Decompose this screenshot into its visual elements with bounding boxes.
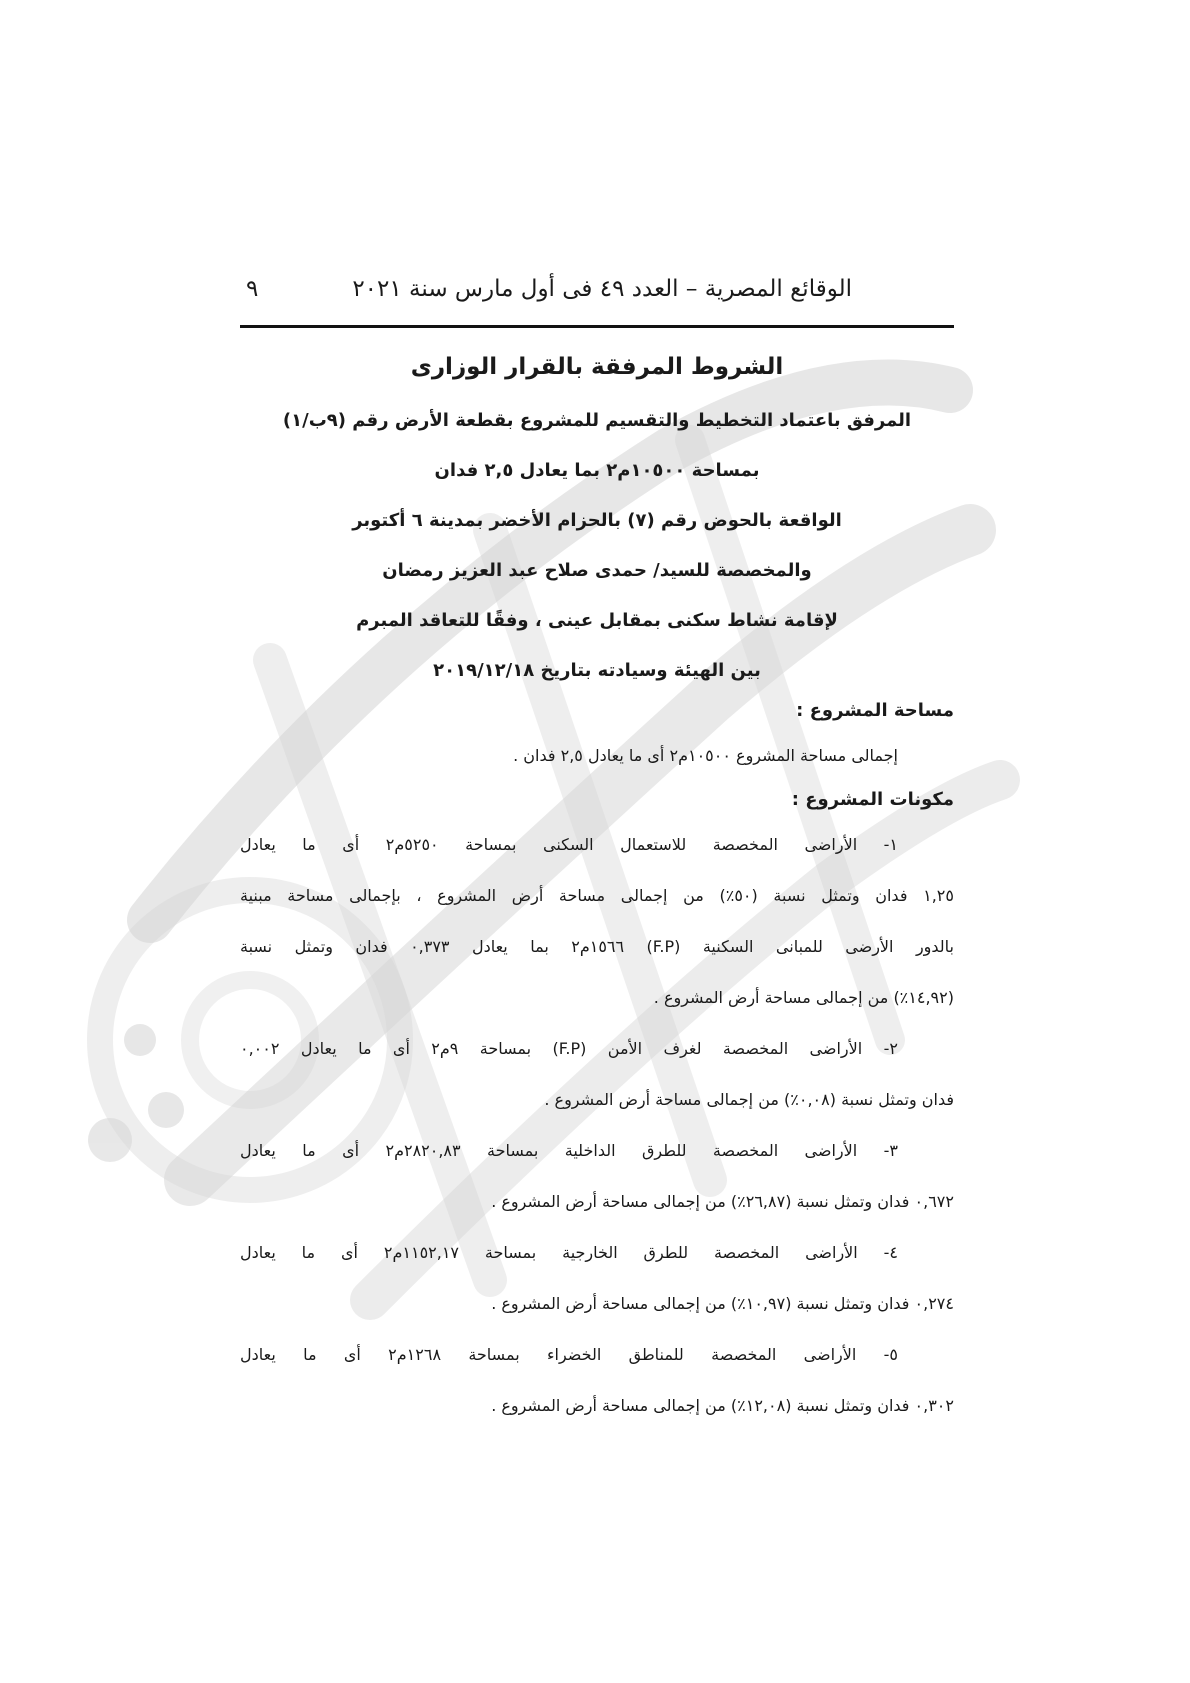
components-heading: مكونات المشروع : — [791, 789, 954, 810]
component-line: (١٤,٩٢٪) من إجمالى مساحة أرض المشروع . — [653, 988, 954, 1007]
component-line: ١,٢٥ فدان وتمثل نسبة (٥٠٪) من إجمالى مساحة أرض المشروع ، بإجمالى مساحة مبنية — [240, 886, 954, 905]
page-header — [240, 272, 954, 318]
page-number: ٩ — [246, 276, 259, 302]
component-item-5 — [240, 1329, 954, 1431]
decree-title-block — [240, 350, 954, 696]
subtitle-line: والمخصصة للسيد/ حمدى صلاح عبد العزيز رمضان — [382, 560, 812, 581]
component-line: ٢- الأراضى المخصصة لغرف الأمن (F.P) بمساحة ٩م٢ أى ما يعادل ٠,٠٠٢ — [240, 1039, 898, 1058]
subtitle-line: بمساحة ١٠٥٠٠م٢ بما يعادل ٢,٥ فدان — [434, 460, 760, 481]
component-item-4 — [240, 1227, 954, 1329]
area-heading: مساحة المشروع : — [796, 700, 954, 721]
header-divider — [240, 325, 954, 328]
area-paragraph: إجمالى مساحة المشروع ١٠٥٠٠م٢ أى ما يعادل ٢,٥ فدان . — [513, 746, 898, 765]
component-line: ٠,٢٧٤ فدان وتمثل نسبة (١٠,٩٧٪) من إجمالى مساحة أرض المشروع . — [491, 1294, 954, 1313]
subtitle-line: لإقامة نشاط سكنى بمقابل عينى ، وفقًا للتعاقد المبرم — [356, 610, 838, 631]
component-line: ١- الأراضى المخصصة للاستعمال السكنى بمساحة ٥٢٥٠م٢ أى ما يعادل — [240, 835, 899, 854]
document-body — [240, 692, 954, 1431]
component-line: ٠,٦٧٢ فدان وتمثل نسبة (٢٦,٨٧٪) من إجمالى مساحة أرض المشروع . — [491, 1192, 954, 1211]
component-line: ٠,٣٠٢ فدان وتمثل نسبة (١٢,٠٨٪) من إجمالى مساحة أرض المشروع . — [491, 1396, 954, 1415]
component-line: ٥- الأراضى المخصصة للمناطق الخضراء بمساحة ١٢٦٨م٢ أى ما يعادل — [240, 1345, 899, 1364]
subtitle-line: الواقعة بالحوض رقم (٧) بالحزام الأخضر بمدينة ٦ أكتوبر — [352, 510, 842, 531]
gazette-title: الوقائع المصرية – العدد ٤٩ فى أول مارس سنة ٢٠٢١ — [352, 276, 852, 302]
subtitle-line: المرفق باعتماد التخطيط والتقسيم للمشروع بقطعة الأرض رقم (٩ب/١) — [282, 410, 912, 431]
subtitle-line: بين الهيئة وسيادته بتاريخ ٢٠١٩/١٢/١٨ — [433, 660, 761, 681]
component-item-1 — [240, 819, 954, 1023]
component-item-2 — [240, 1023, 954, 1125]
component-item-3 — [240, 1125, 954, 1227]
component-line: بالدور الأرضى للمبانى السكنية (F.P) ١٥٦٦م٢ بما يعادل ٠,٣٧٣ فدان وتمثل نسبة — [240, 937, 954, 956]
component-line: ٣- الأراضى المخصصة للطرق الداخلية بمساحة ٢٨٢٠,٨٣م٢ أى ما يعادل — [240, 1141, 899, 1160]
main-title: الشروط المرفقة بالقرار الوزارى — [410, 354, 784, 380]
component-line: فدان وتمثل نسبة (٠,٠٨٪) من إجمالى مساحة أرض المشروع . — [544, 1090, 954, 1109]
component-line: ٤- الأراضى المخصصة للطرق الخارجية بمساحة ١١٥٢,١٧م٢ أى ما يعادل — [240, 1243, 899, 1262]
